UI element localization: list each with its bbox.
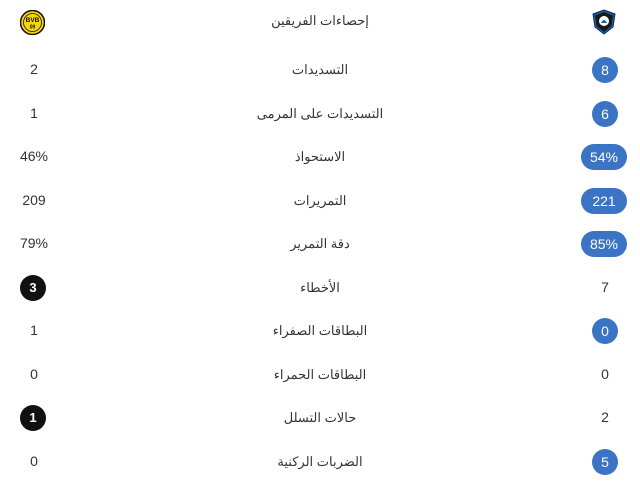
stat-label: الأخطاء [300,280,340,295]
right-value-highlight: 8 [592,57,618,83]
svg-text:09: 09 [29,24,36,31]
stat-label: دقة التمرير [290,236,350,251]
left-value: 2 [30,61,38,77]
stat-row-shots [0,48,640,92]
stat-label: الضربات الركنية [277,454,363,469]
stats-header [0,0,640,44]
stat-row-possession [0,135,640,179]
stat-label: حالات التسلل [283,410,357,425]
left-value: 79% [19,235,49,251]
left-value: 1 [30,322,38,338]
stat-row-fouls [0,266,640,310]
stat-label: التسديدات [291,62,349,77]
left-value-highlight: 1 [20,405,46,431]
stat-label: البطاقات الصفراء [272,323,368,338]
stat-label: التسديدات على المرمى [256,106,384,121]
right-value: 2 [601,409,609,425]
left-value: 0 [30,366,38,382]
left-value: 1 [30,105,38,121]
right-value-highlight: 221 [581,188,627,214]
left-value: 46% [19,148,49,164]
right-value-highlight: 6 [592,101,618,127]
page-title: إحصاءات الفريقين [271,13,369,28]
right-value-highlight: 5 [592,449,618,475]
stat-row-yellow-cards [0,309,640,353]
left-value-highlight: 3 [20,275,46,301]
right-value: 7 [601,279,609,295]
stat-row-corners [0,440,640,484]
stat-label: البطاقات الحمراء [273,367,367,382]
stat-label: التمريرات [293,193,347,208]
stat-row-red-cards [0,353,640,397]
atalanta-crest-icon [591,9,617,35]
stat-row-offsides [0,396,640,440]
right-value-highlight: 54% [581,144,627,170]
stat-row-shots-on-target [0,92,640,136]
right-value-highlight: 0 [592,318,618,344]
stat-row-pass-accuracy [0,222,640,266]
left-value: 209 [22,192,46,208]
stat-label: الاستحواذ [294,149,346,164]
left-value: 0 [30,453,38,469]
right-value: 0 [601,366,609,382]
right-value-highlight: 85% [581,231,627,257]
stat-row-passes [0,179,640,223]
svg-text:BVB: BVB [25,17,40,24]
